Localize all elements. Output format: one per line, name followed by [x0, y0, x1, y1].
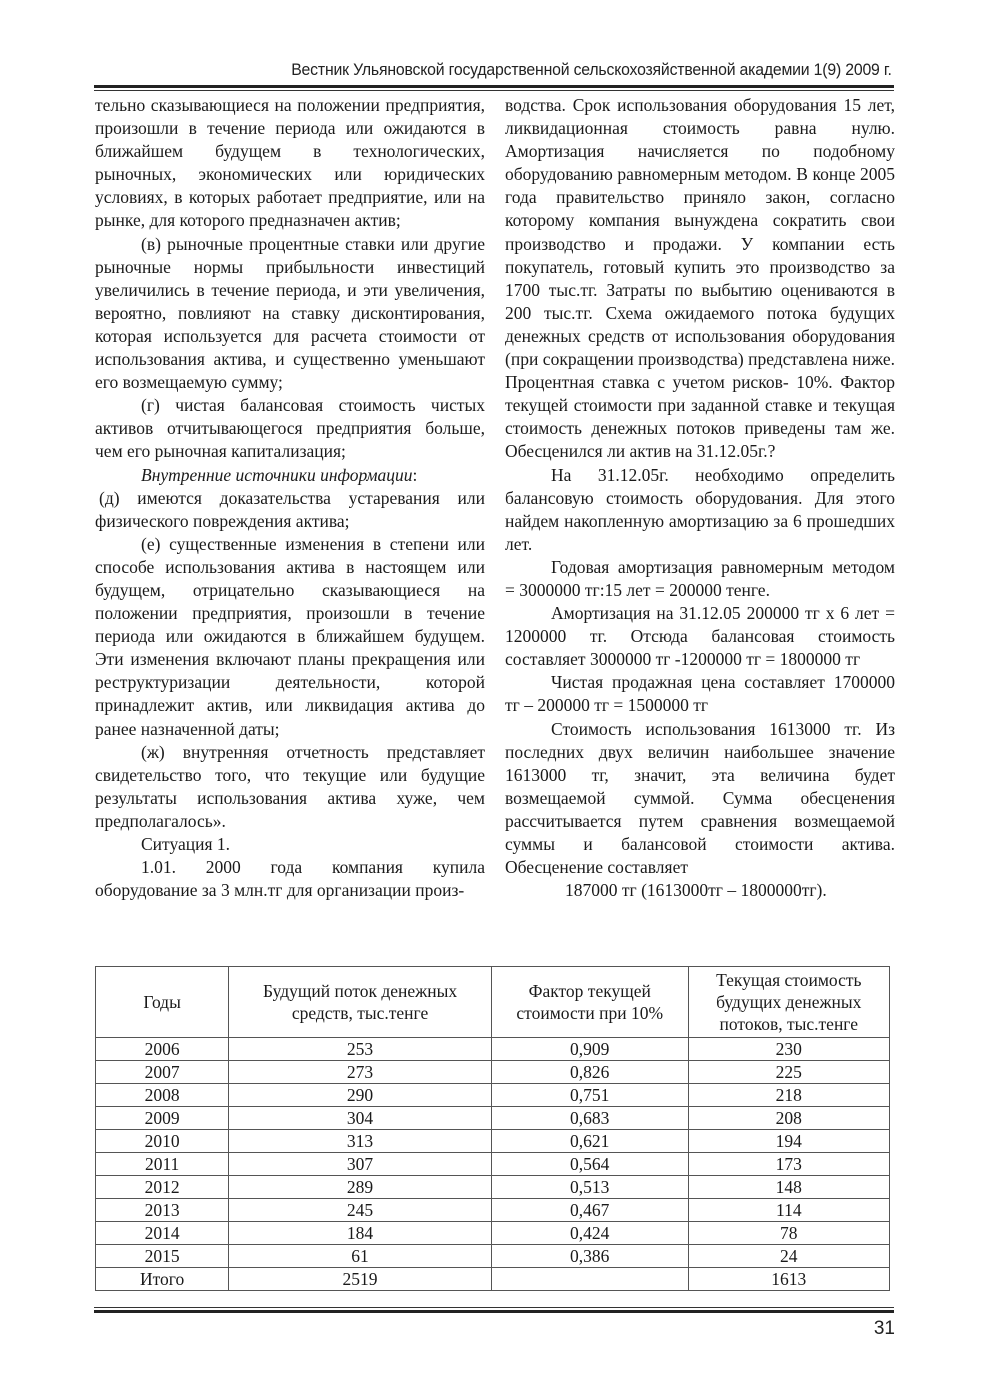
table-cell: 2008 [96, 1084, 229, 1107]
paragraph: На 31.12.05г. необходимо определить балансовую стоимость оборудования. Для этого найдем накопленную амортизацию за 6 прошедших лет. [505, 464, 895, 554]
table-cell: 290 [229, 1084, 492, 1107]
journal-header-title: Вестник Ульяновской государственной сельскохозяйственной академии 1(9) 2009 г. [291, 60, 892, 79]
table-cell: 0,386 [491, 1245, 688, 1268]
subheading-colon: : [412, 464, 418, 485]
table-row [96, 1084, 890, 1107]
table-cell: 0,683 [491, 1107, 688, 1130]
table-cell: 273 [229, 1061, 492, 1084]
table-cell: 2006 [96, 1038, 229, 1061]
table-cell: 2014 [96, 1222, 229, 1245]
table-cell: 2010 [96, 1130, 229, 1153]
table-row [96, 1199, 890, 1222]
table-row [96, 1061, 890, 1084]
section-subheading [95, 464, 485, 487]
table-total-row [96, 1268, 890, 1291]
cash-flow-table [95, 966, 890, 1291]
paragraph: (ж) внутренняя отчетность представляет свидетельство того, что текущие или будущие результаты использования актива хуже, чем предполагалось». [95, 741, 485, 831]
table-cell: 0,826 [491, 1061, 688, 1084]
table-cell: Итого [96, 1268, 229, 1291]
paragraph: (д) имеются доказательства устаревания или физического повреждения актива; [95, 487, 485, 531]
table-cell: 24 [688, 1245, 889, 1268]
table-row [96, 1245, 890, 1268]
header-present-value-factor: Фактор текущей стоимости при 10% [491, 967, 688, 1038]
table-cell: 0,621 [491, 1130, 688, 1153]
table-cell [491, 1268, 688, 1291]
table-row [96, 1130, 890, 1153]
table-row [96, 1153, 890, 1176]
table-cell: 0,424 [491, 1222, 688, 1245]
page-number: 31 [873, 1318, 895, 1339]
table-cell: 78 [688, 1222, 889, 1245]
table-cell: 218 [688, 1084, 889, 1107]
header-present-value: Текущая стоимость будущих денежных потоков, тыс.тенге [688, 967, 889, 1038]
paragraph: тельно сказывающиеся на положении предприятия, произошли в течение периода или ожидаются в ближайшем будущем в технологических, рыночных, экономических или юридических условиях, в которых работает предприятие, или на рынке, для которого предназначен актив; [95, 95, 485, 231]
left-column [95, 94, 485, 902]
table-cell: 245 [229, 1199, 492, 1222]
paragraph: Амортизация на 31.12.05 200000 тг х 6 лет = 1200000 тг. Отсюда балансовая стоимость составляет 3000000 тг -1200000 тг = 1800000 тг [505, 603, 895, 670]
table-cell: 313 [229, 1130, 492, 1153]
table-cell: 2009 [96, 1107, 229, 1130]
paragraph: Стоимость использования 1613000 тг. Из последних двух величин наибольшее значение 1613000 тг, значит, эта величина будет возмещаемой суммой. Сумма обесценения рассчитывается путем сравнения возмещаемой суммы и балансовой стоимости актива. Обесценение составляет [505, 718, 895, 878]
table-cell: 225 [688, 1061, 889, 1084]
header-years: Годы [96, 967, 229, 1038]
table-header-row [96, 967, 890, 1038]
table-cell: 2015 [96, 1245, 229, 1268]
table-cell: 289 [229, 1176, 492, 1199]
table-cell: 307 [229, 1153, 492, 1176]
table-cell: 208 [688, 1107, 889, 1130]
footer-rule-thin [94, 1307, 894, 1308]
table-row [96, 1038, 890, 1061]
table-cell: 1613 [688, 1268, 889, 1291]
table-cell: 0,909 [491, 1038, 688, 1061]
table-cell: 304 [229, 1107, 492, 1130]
table-cell: 230 [688, 1038, 889, 1061]
footer-rule [94, 1310, 894, 1313]
paragraph: водства. Срок использования оборудования 15 лет, ликвидационная стоимость равна нулю. Амортизация начисляется по подобному оборудованию равномерным методом. В конце 2005 года правительство приняло закон, согласно которому компания вынуждена сократить свои производство и продажи. У компании есть покупатель, готовый купить это производство за 1700 тыс.тг. Затраты по выбытию оцениваются в 200 тыс.тг. Схема ожидаемого потока будущих денежных средств от использования оборудования (при сокращении производства) представлена ниже. Процентная ставка с учетом рисков- 10%. Фактор текущей стоимости при заданной ставке и текущая стоимость денежных потоков приведены там же. Обесценился ли актив на 31.12.05г.? [505, 95, 895, 462]
paragraph: (г) чистая балансовая стоимость чистых активов отчитывающегося предприятия больше, чем его рыночная капитализация; [95, 395, 485, 462]
table-cell: 173 [688, 1153, 889, 1176]
table-body [96, 1038, 890, 1291]
table-cell: 114 [688, 1199, 889, 1222]
table-row [96, 1107, 890, 1130]
table-cell: 61 [229, 1245, 492, 1268]
table-cell: 184 [229, 1222, 492, 1245]
table-cell: 0,751 [491, 1084, 688, 1107]
situation-heading: Ситуация 1. [141, 834, 231, 854]
table-cell: 148 [688, 1176, 889, 1199]
subheading-text: Внутренние источники информации [141, 464, 413, 485]
table-row [96, 1222, 890, 1245]
paragraph: 1.01. 2000 года компания купила оборудование за 3 млн.тг для организации произ- [95, 857, 485, 901]
table-cell: 2011 [96, 1153, 229, 1176]
table-cell: 2012 [96, 1176, 229, 1199]
header-rule-thin [94, 90, 894, 91]
paragraph: (е) существенные изменения в степени или способе использования актива в настоящем или будущем, отрицательно сказывающиеся на положении предприятия, произошли в течение периода или ожидаются в ближайшем будущем. Эти изменения включают планы прекращения или реструктуризации деятельности, которой принадлежит актив, или ликвидация актива до ранее назначенной даты; [95, 533, 485, 739]
table-cell: 2007 [96, 1061, 229, 1084]
table-cell: 194 [688, 1130, 889, 1153]
impairment-formula: 187000 тг (1613000тг – 1800000тг). [565, 880, 827, 901]
paragraph: (в) рыночные процентные ставки или другие рыночные нормы прибыльности инвестиций увеличились в течение периода, и эти увеличения, вероятно, повлияют на ставку дисконтирования, которая используется для расчета стоимости от использования актива, и существенно уменьшают его возмещаемую сумму; [95, 233, 485, 393]
paragraph: Годовая амортизация равномерным методом = 3000000 тг:15 лет = 200000 тенге. [505, 556, 895, 600]
paragraph: Чистая продажная цена составляет 1700000 тг – 200000 тг = 1500000 тг [505, 672, 895, 716]
table-cell: 0,513 [491, 1176, 688, 1199]
right-column [505, 94, 895, 902]
header-rule [94, 85, 894, 88]
table-cell: 0,564 [491, 1153, 688, 1176]
header-future-cash-flow: Будущий поток денежных средств, тыс.тенге [229, 967, 492, 1038]
table-cell: 2519 [229, 1268, 492, 1291]
table-cell: 0,467 [491, 1199, 688, 1222]
table-cell: 253 [229, 1038, 492, 1061]
table-cell: 2013 [96, 1199, 229, 1222]
table-row [96, 1176, 890, 1199]
